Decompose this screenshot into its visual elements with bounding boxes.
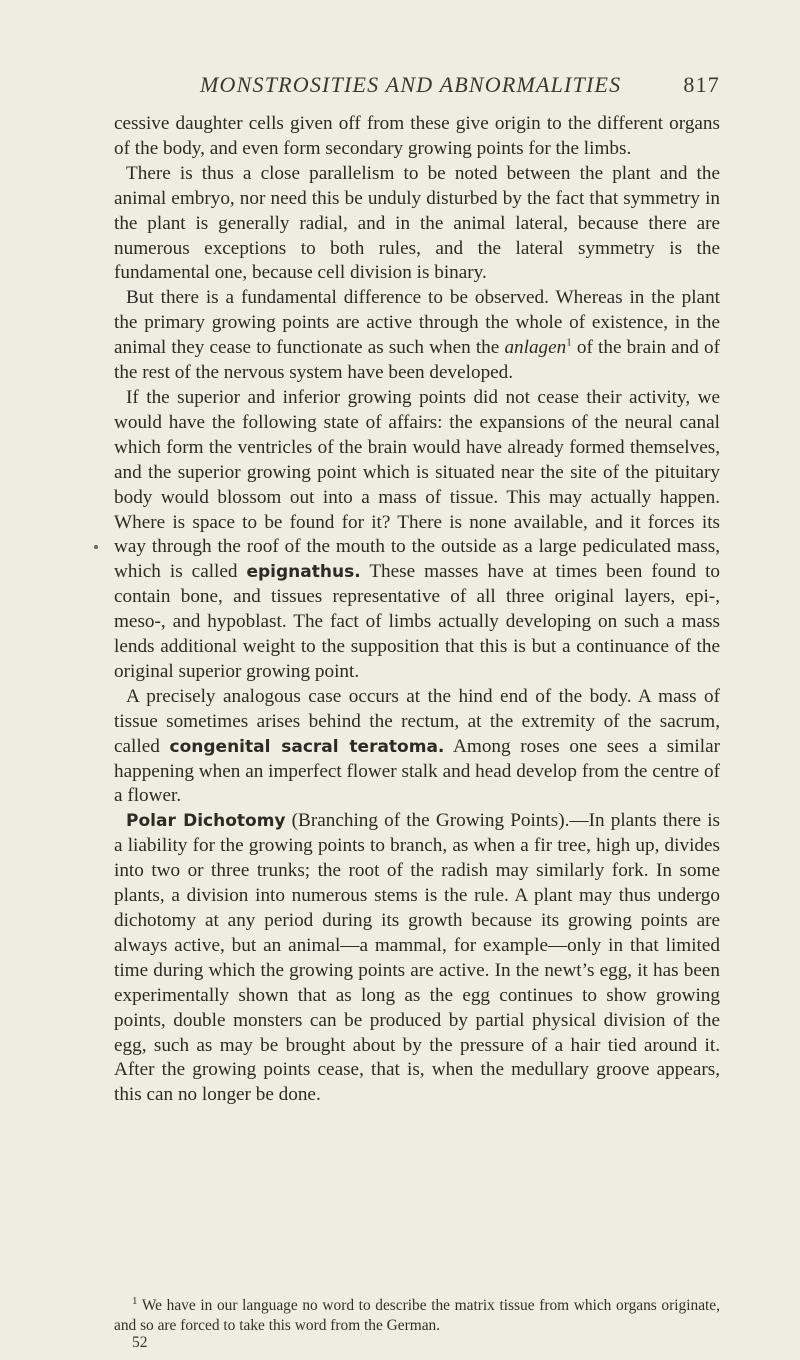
paragraph-4-text-b: These masses have at times been found to contain bone, and tissues representative of all three original layers, epi-, meso-, and hypoblast. The fact of limbs actually developing on such a mass lends additional weight to the supposition that this is but a continuance of the original superior growing point. [114, 561, 720, 682]
page-number: 817 [683, 72, 720, 97]
paragraph-4-text-a: If the superior and inferior growing points did not cease their activity, we would have the following state of affairs: the expansions of the neural canal which form the ventricles of the brain would have already formed themselves, and the superior growing point which is situated near the site of the pituitary body would blossom out into a mass of tissue. This may actually happen. Where is space to be found for it? There is none available, and it forces its way through the roof of the mouth to the outside as a large pediculated mass, which is called [114, 386, 720, 583]
signature-mark: 52 [132, 1334, 148, 1351]
running-head [200, 72, 720, 102]
paragraph-3 [114, 286, 720, 386]
footnote [114, 1296, 720, 1336]
paragraph-6 [114, 809, 720, 1108]
body-text [114, 112, 720, 1108]
paragraph-4 [114, 386, 720, 685]
epignathus-term: epignathus. [246, 562, 361, 583]
paragraph-5-text-b: Among roses one sees a similar happening when an imperfect flower stalk and head develop from the centre of a flower. [114, 735, 720, 807]
margin-mark [94, 545, 98, 549]
anlagen-term: anlagen [504, 337, 567, 359]
paragraph-3-text-a: But there is a fundamental difference to be observed. Whereas in the plant the primary growing points are active through the whole of existence, in the animal they cease to functionate as such when the [114, 287, 720, 359]
running-title: MONSTROSITIES AND ABNORMALITIES [200, 72, 622, 97]
footnote-marker: 1 [132, 1294, 138, 1307]
sacral-teratoma-term: congenital sacral teratoma. [169, 736, 445, 757]
paragraph-2 [114, 162, 720, 287]
polar-dichotomy-heading: Polar Dichotomy [126, 811, 286, 832]
paragraph-1 [114, 112, 720, 162]
paragraph-6-text: (Branching of the Growing Points).—In plants there is a liability for the growing points to branch, as when a fir tree, high up, divides into two or three trunks; the root of the radish may similarly fork. In some plants, a division into numerous stems is the rule. A plant may thus undergo dichotomy at any period during its growth because its growing points are always active, but an animal—a mammal, for example—only in that limited time during which the growing points are active. In the newt’s egg, it has been experimentally shown that as long as the egg continues to show growing points, double monsters can be produced by partial physical division of the egg, such as may be brought about by the pressure of a hair tied around it. After the growing points cease, that is, when the medullary groove appears, this can no longer be done. [114, 810, 721, 1106]
paragraph-5-text-a: A precisely analogous case occurs at the hind end of the body. A mass of tissue sometimes arises behind the rectum, at the extremity of the sacrum, called [114, 685, 720, 757]
paragraph-3-text-b: of the brain and of the rest of the nervous system have been developed. [114, 337, 721, 384]
footnote-text: We have in our language no word to describe the matrix tissue from which organs originate, and so are forced to take this word from the German. [114, 1297, 720, 1334]
paragraph-2-text: There is thus a close parallelism to be noted between the plant and the animal embryo, nor need this be unduly disturbed by the fact that symmetry in the plant is generally radial, and in the animal lateral, because there are numerous exceptions to both rules, and the lateral symmetry is the fundamental one, because cell division is binary. [114, 162, 720, 284]
footnote-ref: 1 [566, 336, 572, 349]
paragraph-5 [114, 685, 720, 810]
paragraph-1-text: cessive daughter cells given off from these give origin to the different organs of the body, and even form secondary growing points for the limbs. [114, 113, 720, 159]
